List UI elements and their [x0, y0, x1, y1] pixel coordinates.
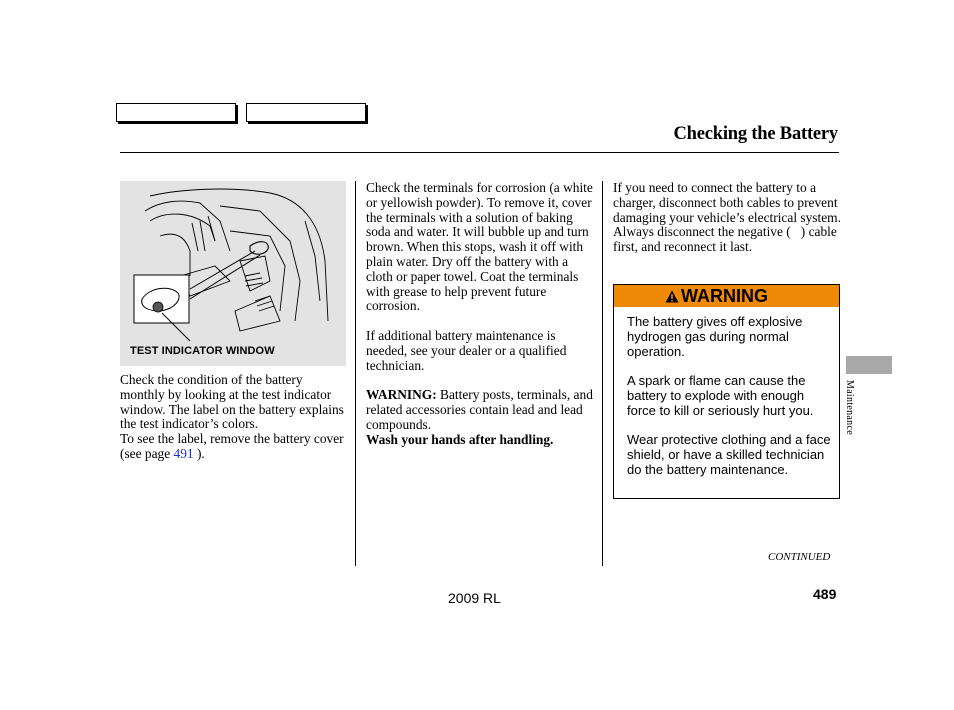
wash-hands-text: Wash your hands after handling. [366, 431, 554, 447]
warning-item: The battery gives off explosive hydrogen gas during normal operation. [627, 314, 803, 359]
section-tab[interactable] [846, 356, 892, 374]
header-rule [120, 152, 839, 153]
text: ). [193, 445, 205, 461]
paragraph [120, 432, 346, 462]
column-2 [366, 181, 598, 447]
column-1 [120, 373, 346, 462]
text: To see the label, remove the battery cover (see page [120, 431, 344, 461]
warning-box [613, 284, 840, 499]
nav-button-1[interactable] [116, 103, 236, 122]
warning-header-text: WARNING [681, 286, 768, 306]
footer-model: 2009 RL [448, 590, 501, 606]
nav-button-2[interactable] [246, 103, 366, 122]
paragraph: Check the condition of the battery monthly by looking at the test indicator window. The label on the battery explains the test indicator’s colors. [120, 372, 344, 432]
section-label: Maintenance [844, 380, 855, 435]
page-number: 489 [813, 586, 837, 602]
column-divider-1 [355, 181, 356, 566]
warning-body [614, 307, 839, 477]
text: Battery posts, terminals, and related accessories contain lead and lead compounds. [366, 387, 593, 432]
paragraph: If additional battery maintenance is needed, see your dealer or a qualified technician. [366, 327, 567, 373]
lead-warning-paragraph [366, 388, 598, 447]
column-3 [613, 181, 841, 255]
warning-item: Wear protective clothing and a face shield, or have a skilled technician do the battery maintenance. [627, 432, 831, 477]
column-divider-2 [602, 181, 603, 566]
paragraph: If you need to connect the battery to a charger, disconnect both cables to prevent damaging your vehicle’s electrical system. Always disconnect the negative ( ) cable first, and reconnect it last. [613, 180, 841, 255]
warning-label: WARNING: [366, 387, 437, 403]
warning-item: A spark or flame can cause the battery to explode with enough force to kill or seriously hurt you. [627, 373, 814, 418]
warning-triangle-icon [665, 286, 679, 308]
page-title: Checking the Battery [673, 124, 838, 144]
warning-header [614, 285, 839, 307]
paragraph: Check the terminals for corrosion (a white or yellowish powder). To remove it, cover the terminals with a solution of baking soda and water. It will bubble up and turn brown. When this stops, wash it off with plain water. Dry off the battery with a cloth or paper towel. Coat the terminals with grease to help prevent future corrosion. [366, 180, 593, 314]
battery-illustration [120, 181, 346, 366]
figure-caption: TEST INDICATOR WINDOW [130, 345, 275, 357]
page-link[interactable]: 491 [173, 445, 194, 461]
continued-label: CONTINUED [768, 551, 831, 563]
battery-figure [120, 181, 346, 366]
